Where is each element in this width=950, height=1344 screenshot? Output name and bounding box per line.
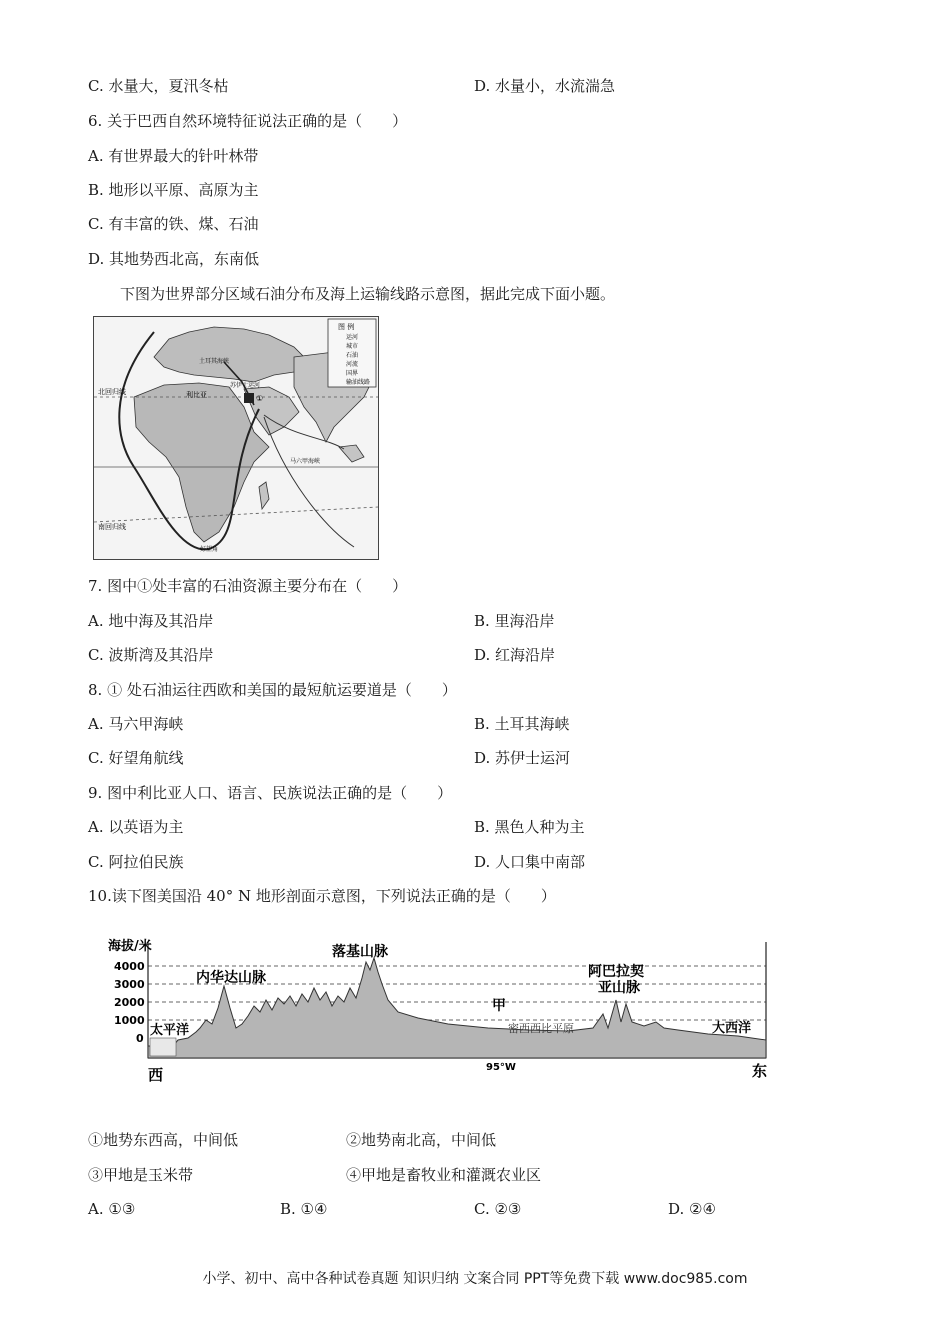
q5-option-d: D. 水量小，水流湍急 xyxy=(474,77,616,95)
legend-item-2: 石油 xyxy=(346,352,359,359)
q10-option-d: D. ②④ xyxy=(668,1200,716,1218)
q9-option-d: D. 人口集中南部 xyxy=(474,853,586,871)
q10-option-b: B. ①④ xyxy=(280,1200,328,1218)
legend-item-4: 国界 xyxy=(346,370,359,377)
oil-marker-1 xyxy=(244,393,254,403)
q7-option-a: A. 地中海及其沿岸 xyxy=(88,612,214,630)
sea-islands xyxy=(339,445,364,462)
pacific-water xyxy=(150,1038,176,1056)
madagascar xyxy=(259,482,269,509)
profile-drawing xyxy=(88,928,798,1088)
marker-label: ① xyxy=(256,394,264,403)
footer-text: 小学、初中、高中各种试卷真题 知识归纳 文案合同 PPT等免费下载 www.doc985.com xyxy=(202,1271,748,1287)
east-label: 东 xyxy=(752,1062,768,1080)
oil-route-map xyxy=(93,316,379,560)
map-drawing xyxy=(94,317,378,559)
q9-option-a: A. 以英语为主 xyxy=(88,818,184,836)
turkey-strait-label: 土耳其海峡 xyxy=(199,358,230,365)
q10-option-c: C. ②③ xyxy=(474,1200,522,1218)
appalachian-label-2: 亚山脉 xyxy=(598,980,640,996)
terrain-profile xyxy=(88,928,798,1088)
legend-item-3: 河流 xyxy=(346,361,359,368)
atlantic-label: 大西洋 xyxy=(712,1021,752,1036)
q10-option-a: A. ①③ xyxy=(88,1200,136,1218)
libya-label: 利比亚 xyxy=(186,391,207,399)
q6-option-c: C. 有丰富的铁、煤、石油 xyxy=(88,215,259,233)
mississippi-label: 密西西比平原 xyxy=(508,1022,574,1035)
rocky-label: 落基山脉 xyxy=(332,944,388,960)
q8-option-c: C. 好望角航线 xyxy=(88,749,184,767)
legend-item-5: 输油线路 xyxy=(346,379,371,386)
q5-option-c: C. 水量大，夏汛冬枯 xyxy=(88,77,229,95)
q10-statement-1: ①地势东西高，中间低 xyxy=(88,1131,239,1149)
q6-option-d: D. 其地势西北高，东南低 xyxy=(88,250,260,268)
q7-option-b: B. 里海沿岸 xyxy=(474,612,555,630)
west-label: 西 xyxy=(148,1066,164,1084)
q10-statement-3: ③甲地是玉米带 xyxy=(88,1166,194,1184)
q10-stem: 10.读下图美国沿 40° N 地形剖面示意图，下列说法正确的是（ ） xyxy=(88,887,556,905)
q9-option-c: C. 阿拉伯民族 xyxy=(88,853,184,871)
legend-item-0: 运河 xyxy=(346,334,359,341)
europe-landmass xyxy=(154,327,309,382)
q6-stem: 6. 关于巴西自然环境特征说法正确的是（ ） xyxy=(88,112,408,130)
q7-stem: 7. 图中①处丰富的石油资源主要分布在（ ） xyxy=(88,577,408,595)
jia-label: 甲 xyxy=(492,998,506,1014)
q9-stem: 9. 图中利比亚人口、语言、民族说法正确的是（ ） xyxy=(88,784,453,802)
q10-statement-4: ④甲地是畜牧业和灌溉农业区 xyxy=(346,1166,542,1184)
legend-item-1: 城市 xyxy=(346,343,359,350)
tropic-capricorn-label: 南回归线 xyxy=(98,523,126,531)
q9-option-b: B. 黑色人种为主 xyxy=(474,818,585,836)
legend-title: 图 例 xyxy=(338,323,355,331)
cape-label: 好望角 xyxy=(200,546,219,553)
q7-option-d: D. 红海沿岸 xyxy=(474,646,556,664)
appalachian-label-1: 阿巴拉契 xyxy=(588,964,644,980)
q8-option-d: D. 苏伊士运河 xyxy=(474,749,571,767)
longitude-label: 95°W xyxy=(486,1062,516,1073)
q8-option-b: B. 土耳其海峡 xyxy=(474,715,570,733)
q8-stem: 8. ① 处石油运往西欧和美国的最短航运要道是（ ） xyxy=(88,681,457,699)
ytick-0: 0 xyxy=(136,1032,144,1045)
ytick-3000: 3000 xyxy=(114,978,145,991)
q10-statement-2: ②地势南北高，中间低 xyxy=(346,1131,497,1149)
q8-option-a: A. 马六甲海峡 xyxy=(88,715,184,733)
nevada-label: 内华达山脉 xyxy=(196,970,266,986)
tropic-capricorn-line xyxy=(94,507,378,522)
ytick-1000: 1000 xyxy=(114,1014,145,1027)
ytick-2000: 2000 xyxy=(114,996,145,1009)
q6-option-b: B. 地形以平原、高原为主 xyxy=(88,181,259,199)
suez-label: 苏伊士运河 xyxy=(230,382,261,389)
intro-text: 下图为世界部分区域石油分布及海上运输线路示意图，据此完成下面小题。 xyxy=(120,285,616,303)
ytick-4000: 4000 xyxy=(114,960,145,973)
q6-option-a: A. 有世界最大的针叶林带 xyxy=(88,147,259,165)
tropic-cancer-label: 北回归线 xyxy=(98,388,126,396)
q7-option-c: C. 波斯湾及其沿岸 xyxy=(88,646,214,664)
malacca-label: 马六甲海峡 xyxy=(290,458,321,465)
pacific-label: 太平洋 xyxy=(150,1023,190,1038)
africa-landmass xyxy=(134,383,269,542)
y-axis-label: 海拔/米 xyxy=(108,939,152,954)
